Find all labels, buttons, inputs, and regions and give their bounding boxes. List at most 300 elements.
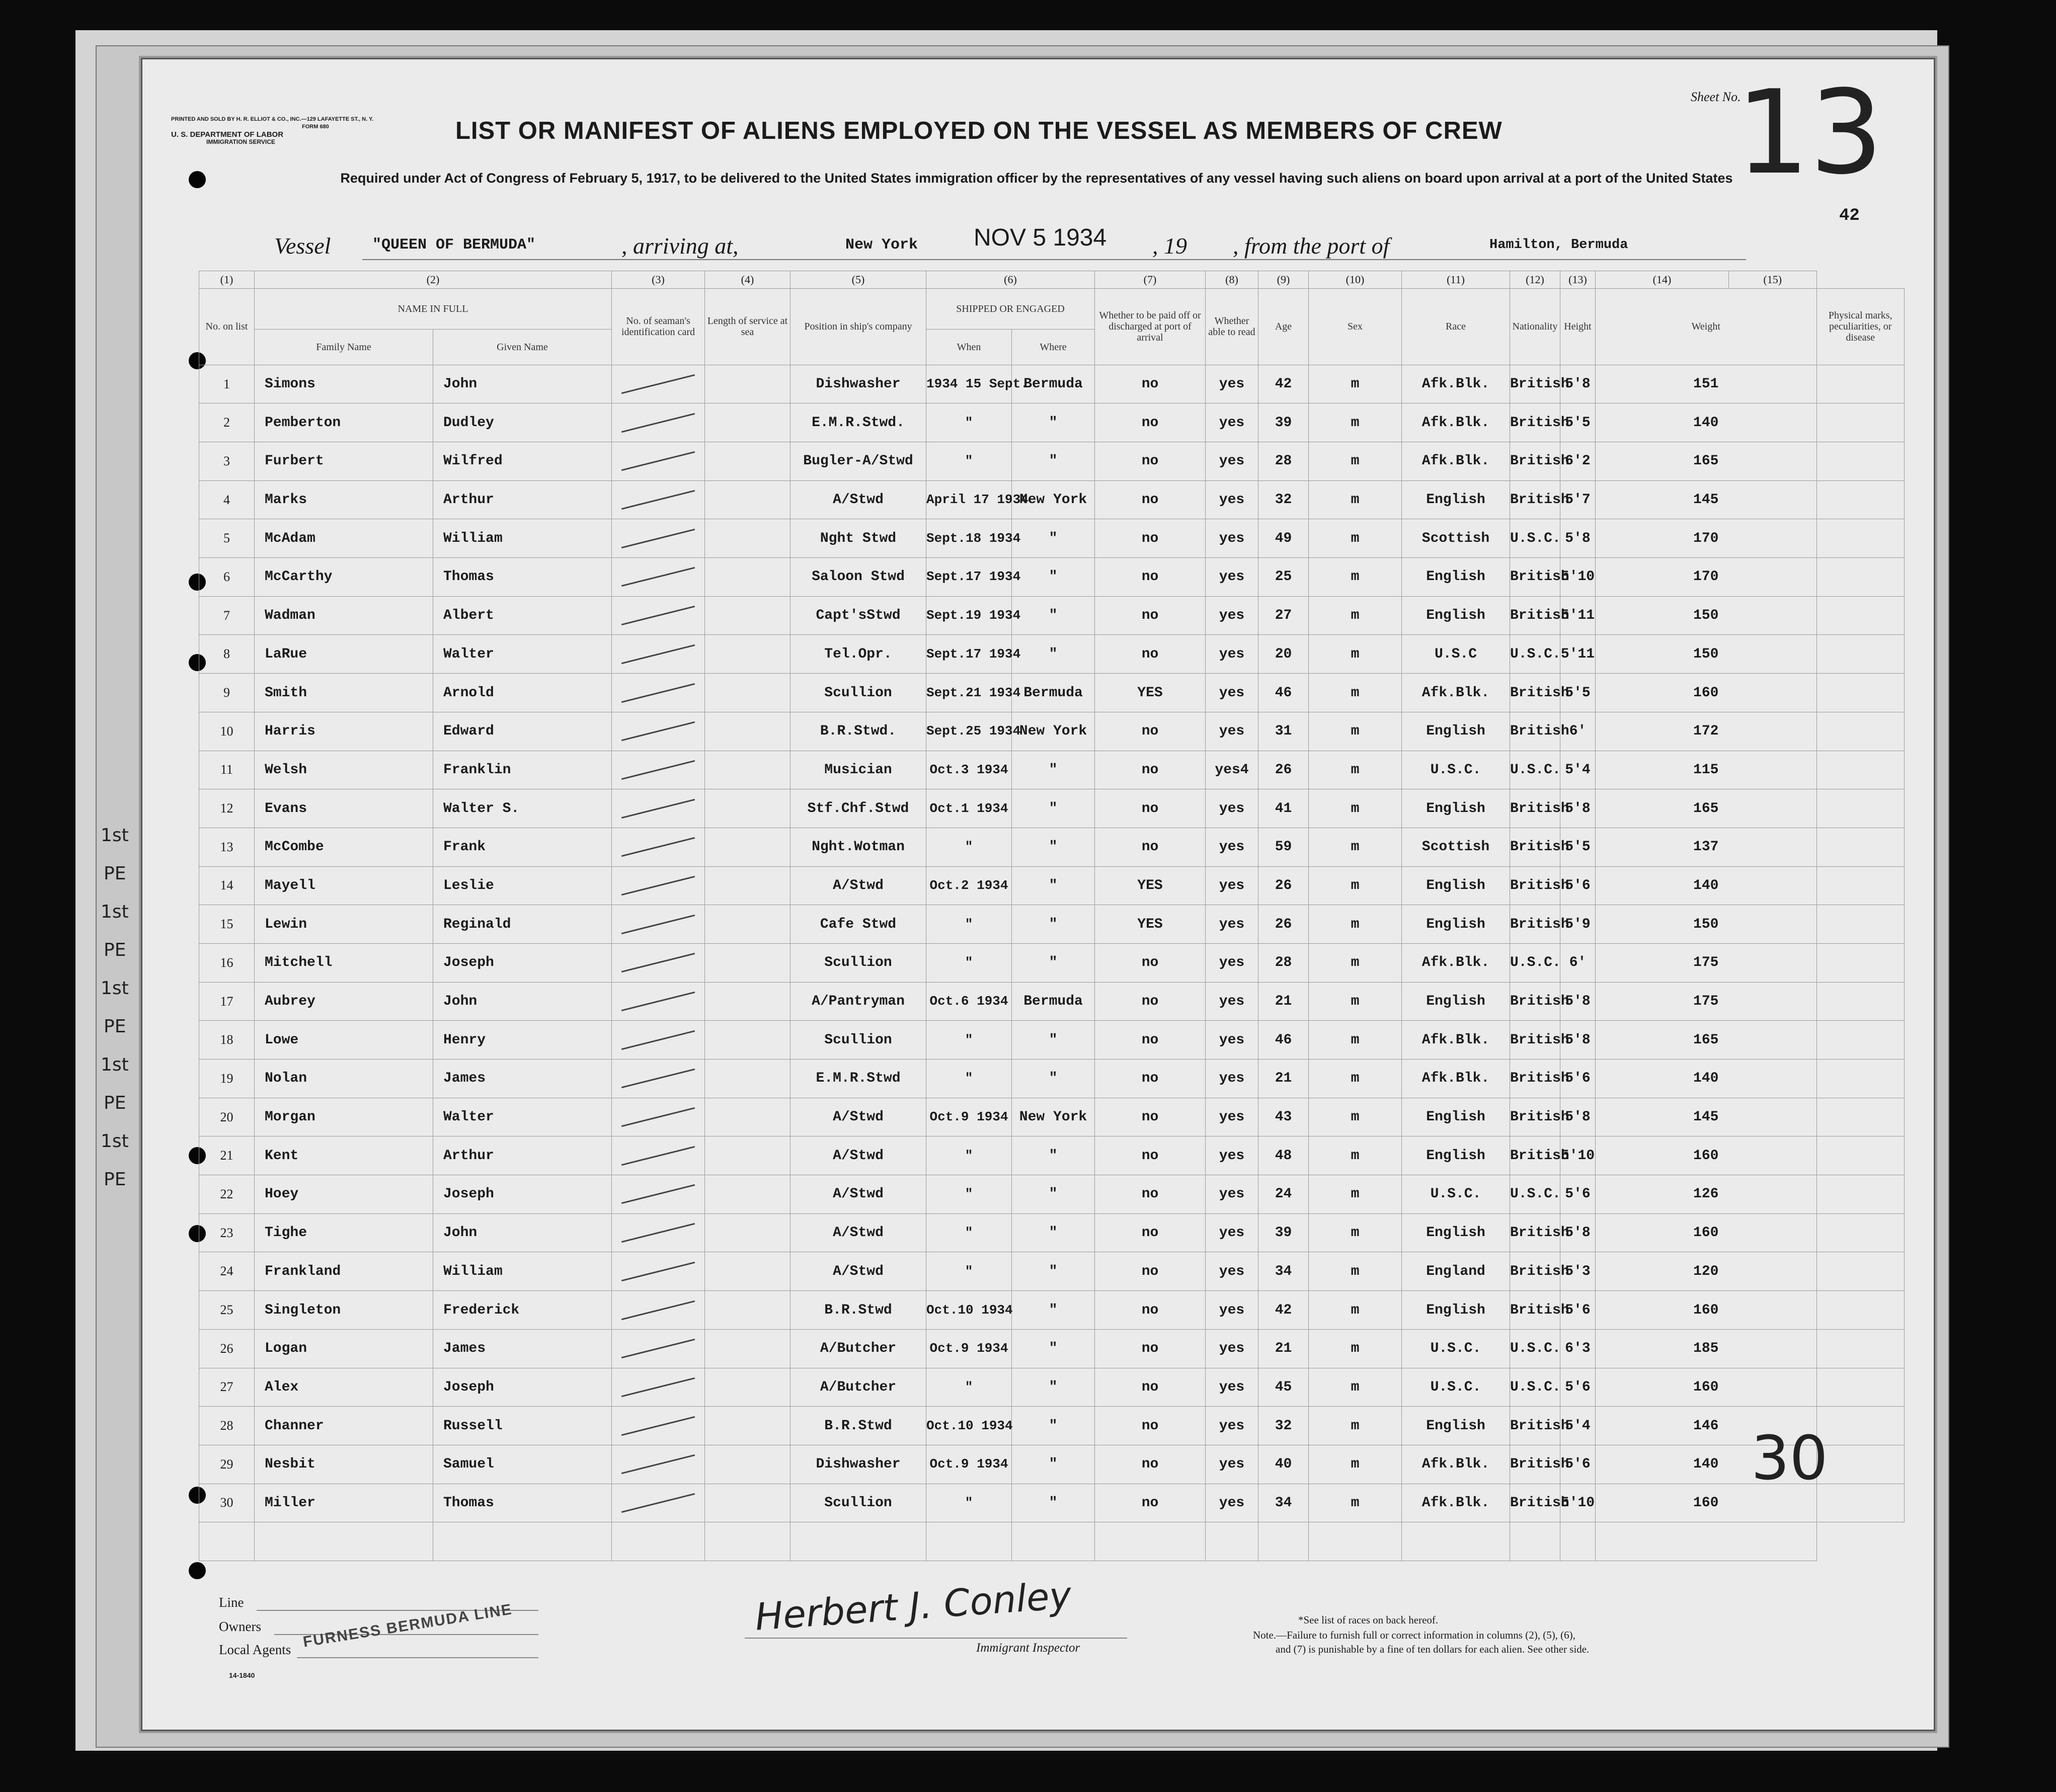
shipped-where: New York [1012, 712, 1095, 751]
id-card-mark [612, 1175, 705, 1214]
id-card-mark [612, 1021, 705, 1060]
family-name: Lowe [255, 1021, 433, 1060]
family-name: McCarthy [255, 558, 433, 597]
col-num: (10) [1309, 271, 1402, 289]
nationality: British [1510, 1291, 1560, 1330]
family-name: Morgan [255, 1098, 433, 1136]
able-to-read: yes [1206, 1252, 1258, 1291]
able-to-read: yes [1206, 1098, 1258, 1136]
weight: 150 [1596, 635, 1817, 674]
shipped-where: New York [1012, 1098, 1095, 1136]
header-row-1 [199, 289, 1905, 330]
shipped-where: " [1012, 1213, 1095, 1252]
company-stamp: FURNESS BERMUDA LINE [301, 1601, 514, 1651]
physical-marks [1816, 982, 1905, 1021]
able-to-read: yes [1206, 1329, 1258, 1368]
service-length [705, 1136, 790, 1175]
able-to-read: yes [1206, 866, 1258, 905]
vessel-name: "QUEEN OF BERMUDA" [372, 236, 536, 254]
weight: 160 [1596, 1136, 1817, 1175]
age: 24 [1258, 1175, 1309, 1214]
position: B.R.Stwd. [790, 712, 926, 751]
id-card-mark [612, 519, 705, 558]
service-length [705, 596, 790, 635]
height: 5'6 [1560, 1368, 1596, 1407]
given-name: Arthur [433, 480, 612, 519]
family-name: Furbert [255, 442, 433, 481]
check-stroke [621, 1300, 695, 1320]
sex: m [1309, 1329, 1402, 1368]
footer-rule [297, 1657, 538, 1658]
service-length [705, 982, 790, 1021]
able-to-read: yes [1206, 596, 1258, 635]
shipped-when: Oct.9 1934 [926, 1445, 1012, 1484]
position: A/Stwd [790, 1136, 926, 1175]
service-length [705, 365, 790, 403]
family-name: Kent [255, 1136, 433, 1175]
check-stroke [621, 721, 695, 741]
service-length [705, 1484, 790, 1522]
shipped-where: " [1012, 1368, 1095, 1407]
position: E.M.R.Stwd [790, 1060, 926, 1098]
crew-rows [199, 365, 1905, 1561]
weight: 165 [1596, 1021, 1817, 1060]
able-to-read: yes [1206, 712, 1258, 751]
paid-off: no [1095, 558, 1206, 597]
id-card-mark [612, 403, 705, 442]
position: Stf.Chf.Stwd [790, 789, 926, 828]
sex: m [1309, 943, 1402, 982]
col-nationality: Nationality [1510, 289, 1560, 365]
weight: 170 [1596, 519, 1817, 558]
id-card-mark [612, 828, 705, 866]
id-card-mark [612, 751, 705, 789]
height: 5'6 [1560, 1445, 1596, 1484]
paid-off: no [1095, 712, 1206, 751]
paid-off: no [1095, 596, 1206, 635]
shipped-where: " [1012, 1329, 1095, 1368]
position: Musician [790, 751, 926, 789]
height: 5'7 [1560, 480, 1596, 519]
sex: m [1309, 1213, 1402, 1252]
from-port: Hamilton, Bermuda [1489, 237, 1628, 253]
col-read: Whether able to read [1206, 289, 1258, 365]
age: 21 [1258, 982, 1309, 1021]
service: IMMIGRATION SERVICE [206, 138, 275, 145]
check-stroke [621, 1069, 695, 1088]
height: 6' [1560, 712, 1596, 751]
physical-marks [1816, 712, 1905, 751]
given-name: Russell [433, 1407, 612, 1445]
sex: m [1309, 1136, 1402, 1175]
row-number: 25 [199, 1291, 255, 1330]
weight: 160 [1596, 1291, 1817, 1330]
check-stroke [621, 1107, 695, 1127]
height: 5'10 [1560, 558, 1596, 597]
physical-marks [1816, 789, 1905, 828]
table-row [199, 480, 1905, 519]
position: Saloon Stwd [790, 558, 926, 597]
shipped-where: Bermuda [1012, 982, 1095, 1021]
row-number: 27 [199, 1368, 255, 1407]
service-length [705, 866, 790, 905]
col-shipped: SHIPPED OR ENGAGED [926, 289, 1095, 330]
weight: 140 [1596, 403, 1817, 442]
check-stroke [621, 1454, 695, 1474]
shipped-when: " [926, 1021, 1012, 1060]
id-card-mark [612, 1484, 705, 1522]
row-number: 1 [199, 365, 255, 403]
check-stroke [621, 1184, 695, 1204]
height: 5'8 [1560, 789, 1596, 828]
service-length [705, 751, 790, 789]
sex: m [1309, 365, 1402, 403]
id-card-mark [612, 365, 705, 403]
family-name: Channer [255, 1407, 433, 1445]
race: English [1402, 712, 1510, 751]
family-name: Nesbit [255, 1445, 433, 1484]
arrival-port: New York [845, 236, 918, 254]
check-stroke [621, 683, 695, 702]
table-row [199, 1368, 1905, 1407]
race: English [1402, 866, 1510, 905]
paid-off: no [1095, 1136, 1206, 1175]
given-name: Walter S. [433, 789, 612, 828]
shipped-where: New York [1012, 480, 1095, 519]
page-subtitle: Required under Act of Congress of February 5, 1917, to be delivered to the United States immigration officer by the representatives of any vessel having such aliens on board upon arrival at a port of the United States [340, 171, 1733, 186]
physical-marks [1816, 1484, 1905, 1522]
footnote-penalty-cont: and (7) is punishable by a fine of ten dollars for each alien. See other side. [1276, 1643, 1590, 1655]
service-length [705, 480, 790, 519]
sex: m [1309, 1291, 1402, 1330]
age: 59 [1258, 828, 1309, 866]
sex: m [1309, 635, 1402, 674]
margin-note: 1st [101, 825, 129, 846]
physical-marks [1816, 1136, 1905, 1175]
page-title: LIST OR MANIFEST OF ALIENS EMPLOYED ON THE VESSEL AS MEMBERS OF CREW [455, 117, 1503, 144]
table-row [199, 1252, 1905, 1291]
age: 20 [1258, 635, 1309, 674]
physical-marks [1816, 480, 1905, 519]
service-length [705, 1445, 790, 1484]
weight: 172 [1596, 712, 1817, 751]
height: 5'11 [1560, 596, 1596, 635]
table-row [199, 558, 1905, 597]
able-to-read: yes [1206, 635, 1258, 674]
col-age: Age [1258, 289, 1309, 365]
service-length [705, 1407, 790, 1445]
physical-marks [1816, 828, 1905, 866]
age: 27 [1258, 596, 1309, 635]
able-to-read: yes [1206, 558, 1258, 597]
age: 48 [1258, 1136, 1309, 1175]
sex: m [1309, 674, 1402, 712]
service-length [705, 403, 790, 442]
row-number: 29 [199, 1445, 255, 1484]
able-to-read: yes [1206, 442, 1258, 481]
able-to-read: yes [1206, 1445, 1258, 1484]
given-name: Reginald [433, 905, 612, 944]
nationality: U.S.C. [1510, 1175, 1560, 1214]
id-card-mark [612, 1291, 705, 1330]
weight: 175 [1596, 982, 1817, 1021]
col-num: (13) [1560, 271, 1596, 289]
position: Nght Stwd [790, 519, 926, 558]
row-number: 16 [199, 943, 255, 982]
shipped-when: Sept.19 1934 [926, 596, 1012, 635]
sex: m [1309, 1407, 1402, 1445]
shipped-where: " [1012, 1291, 1095, 1330]
blank-cell [1258, 1522, 1309, 1561]
margin-note: PE [104, 1016, 126, 1037]
family-name: McAdam [255, 519, 433, 558]
row-number: 3 [199, 442, 255, 481]
col-given-name: Given Name [433, 330, 612, 365]
service-length [705, 1098, 790, 1136]
shipped-when: Sept.21 1934 [926, 674, 1012, 712]
physical-marks [1816, 1060, 1905, 1098]
table-row [199, 1445, 1905, 1484]
id-card-mark [612, 1445, 705, 1484]
id-card-mark [612, 1252, 705, 1291]
col-num: (7) [1095, 271, 1206, 289]
shipped-when: Oct.6 1934 [926, 982, 1012, 1021]
check-stroke [621, 644, 695, 664]
given-name: James [433, 1060, 612, 1098]
col-num: (9) [1258, 271, 1309, 289]
row-number: 11 [199, 751, 255, 789]
height: 5'8 [1560, 519, 1596, 558]
nationality: U.S.C. [1510, 1368, 1560, 1407]
col-num: (6) [926, 271, 1095, 289]
nationality: U.S.C. [1510, 519, 1560, 558]
age: 40 [1258, 1445, 1309, 1484]
age: 42 [1258, 365, 1309, 403]
col-num: (2) [255, 271, 612, 289]
physical-marks [1816, 442, 1905, 481]
able-to-read: yes [1206, 403, 1258, 442]
family-name: Lewin [255, 905, 433, 944]
age: 26 [1258, 751, 1309, 789]
race: Afk.Blk. [1402, 403, 1510, 442]
sheet-number: 13 [1736, 66, 1883, 200]
paid-off: YES [1095, 674, 1206, 712]
table-row [199, 1060, 1905, 1098]
weight: 165 [1596, 442, 1817, 481]
department: U. S. DEPARTMENT OF LABOR [171, 130, 284, 139]
service-length [705, 712, 790, 751]
row-number: 14 [199, 866, 255, 905]
nationality: British [1510, 365, 1560, 403]
col-height: Height [1560, 289, 1596, 365]
given-name: Wilfred [433, 442, 612, 481]
check-stroke [621, 413, 695, 433]
blank-cell [1012, 1522, 1095, 1561]
shipped-when: April 17 1934 [926, 480, 1012, 519]
arrival-date: NOV 5 1934 [974, 224, 1107, 251]
shipped-when: " [926, 1175, 1012, 1214]
height: 5'3 [1560, 1252, 1596, 1291]
height: 5'8 [1560, 1213, 1596, 1252]
check-stroke [621, 1262, 695, 1281]
shipped-when: Sept.18 1934 [926, 519, 1012, 558]
given-name: Frederick [433, 1291, 612, 1330]
weight: 150 [1596, 596, 1817, 635]
sheet-label: Sheet No. [1691, 90, 1741, 104]
sex: m [1309, 442, 1402, 481]
physical-marks [1816, 635, 1905, 674]
from-label: , from the port of [1233, 233, 1390, 259]
race: English [1402, 1098, 1510, 1136]
sex: m [1309, 1252, 1402, 1291]
paid-off: no [1095, 1445, 1206, 1484]
physical-marks [1816, 403, 1905, 442]
given-name: Walter [433, 635, 612, 674]
col-name-in-full: NAME IN FULL [255, 289, 612, 330]
shipped-where: " [1012, 1136, 1095, 1175]
able-to-read: yes4 [1206, 751, 1258, 789]
weight: 146 [1596, 1407, 1817, 1445]
form-number: FORM 680 [302, 124, 329, 130]
given-name: Frank [433, 828, 612, 866]
id-card-mark [612, 1098, 705, 1136]
shipped-where: " [1012, 789, 1095, 828]
paid-off: no [1095, 943, 1206, 982]
row-number: 7 [199, 596, 255, 635]
id-card-mark [612, 1407, 705, 1445]
id-card-mark [612, 480, 705, 519]
blank-cell [1095, 1522, 1206, 1561]
weight: 140 [1596, 1060, 1817, 1098]
printer-block [171, 116, 373, 146]
owners-label: Owners [219, 1619, 261, 1634]
shipped-when: Oct.3 1934 [926, 751, 1012, 789]
check-stroke [621, 915, 695, 934]
id-card-mark [612, 674, 705, 712]
race: English [1402, 789, 1510, 828]
position: Scullion [790, 674, 926, 712]
race: England [1402, 1252, 1510, 1291]
physical-marks [1816, 1021, 1905, 1060]
table-row [199, 1175, 1905, 1214]
race: Afk.Blk. [1402, 442, 1510, 481]
sex: m [1309, 1021, 1402, 1060]
table-row [199, 789, 1905, 828]
race: Scottish [1402, 519, 1510, 558]
row-number: 23 [199, 1213, 255, 1252]
race: Afk.Blk. [1402, 365, 1510, 403]
nationality: British [1510, 1098, 1560, 1136]
shipped-where: Bermuda [1012, 365, 1095, 403]
sex: m [1309, 403, 1402, 442]
shipped-where: " [1012, 403, 1095, 442]
check-stroke [621, 1339, 695, 1358]
physical-marks [1816, 558, 1905, 597]
age: 43 [1258, 1098, 1309, 1136]
race: U.S.C. [1402, 1368, 1510, 1407]
shipped-where: " [1012, 558, 1095, 597]
line-label: Line [219, 1595, 244, 1610]
col-weight: Weight [1596, 289, 1817, 365]
check-stroke [621, 798, 695, 818]
row-number: 6 [199, 558, 255, 597]
weight: 137 [1596, 828, 1817, 866]
shipped-when: " [926, 1213, 1012, 1252]
shipped-when: " [926, 1252, 1012, 1291]
sex: m [1309, 712, 1402, 751]
shipped-when: " [926, 1484, 1012, 1522]
service-length [705, 519, 790, 558]
age: 42 [1258, 1291, 1309, 1330]
race: Afk.Blk. [1402, 674, 1510, 712]
shipped-where: " [1012, 1175, 1095, 1214]
service-length [705, 1213, 790, 1252]
table-row [199, 519, 1905, 558]
sex: m [1309, 751, 1402, 789]
row-number: 9 [199, 674, 255, 712]
col-num: (12) [1510, 271, 1560, 289]
shipped-where: " [1012, 635, 1095, 674]
row-number: 10 [199, 712, 255, 751]
service-length [705, 1021, 790, 1060]
age: 26 [1258, 905, 1309, 944]
service-length [705, 635, 790, 674]
row-number: 26 [199, 1329, 255, 1368]
table-row [199, 866, 1905, 905]
paid-off: no [1095, 635, 1206, 674]
race: English [1402, 905, 1510, 944]
height: 6'3 [1560, 1329, 1596, 1368]
position: E.M.R.Stwd. [790, 403, 926, 442]
blank-cell [705, 1522, 790, 1561]
col-sex: Sex [1309, 289, 1402, 365]
row-number: 20 [199, 1098, 255, 1136]
vessel-underline [362, 259, 1746, 260]
service-length [705, 442, 790, 481]
shipped-when: Oct.10 1934 [926, 1291, 1012, 1330]
year-label: , 19 [1152, 233, 1187, 259]
nationality: British [1510, 1060, 1560, 1098]
family-name: Mitchell [255, 943, 433, 982]
race: English [1402, 1213, 1510, 1252]
race: Afk.Blk. [1402, 1060, 1510, 1098]
height: 5'8 [1560, 1098, 1596, 1136]
able-to-read: yes [1206, 1213, 1258, 1252]
able-to-read: yes [1206, 480, 1258, 519]
weight: 165 [1596, 789, 1817, 828]
row-number: 30 [199, 1484, 255, 1522]
weight: 175 [1596, 943, 1817, 982]
physical-marks [1816, 1291, 1905, 1330]
shipped-when: Oct.10 1934 [926, 1407, 1012, 1445]
nationality: British [1510, 1445, 1560, 1484]
nationality: British [1510, 596, 1560, 635]
check-stroke [621, 451, 695, 471]
height: 5'8 [1560, 982, 1596, 1021]
row-number: 15 [199, 905, 255, 944]
blank-cell [1206, 1522, 1258, 1561]
able-to-read: yes [1206, 828, 1258, 866]
table-row [199, 1136, 1905, 1175]
weight: 145 [1596, 480, 1817, 519]
check-stroke [621, 1416, 695, 1435]
nationality: British [1510, 558, 1560, 597]
col-when: When [926, 330, 1012, 365]
shipped-where: Bermuda [1012, 674, 1095, 712]
family-name: Singleton [255, 1291, 433, 1330]
table-row [199, 1098, 1905, 1136]
row-number: 5 [199, 519, 255, 558]
